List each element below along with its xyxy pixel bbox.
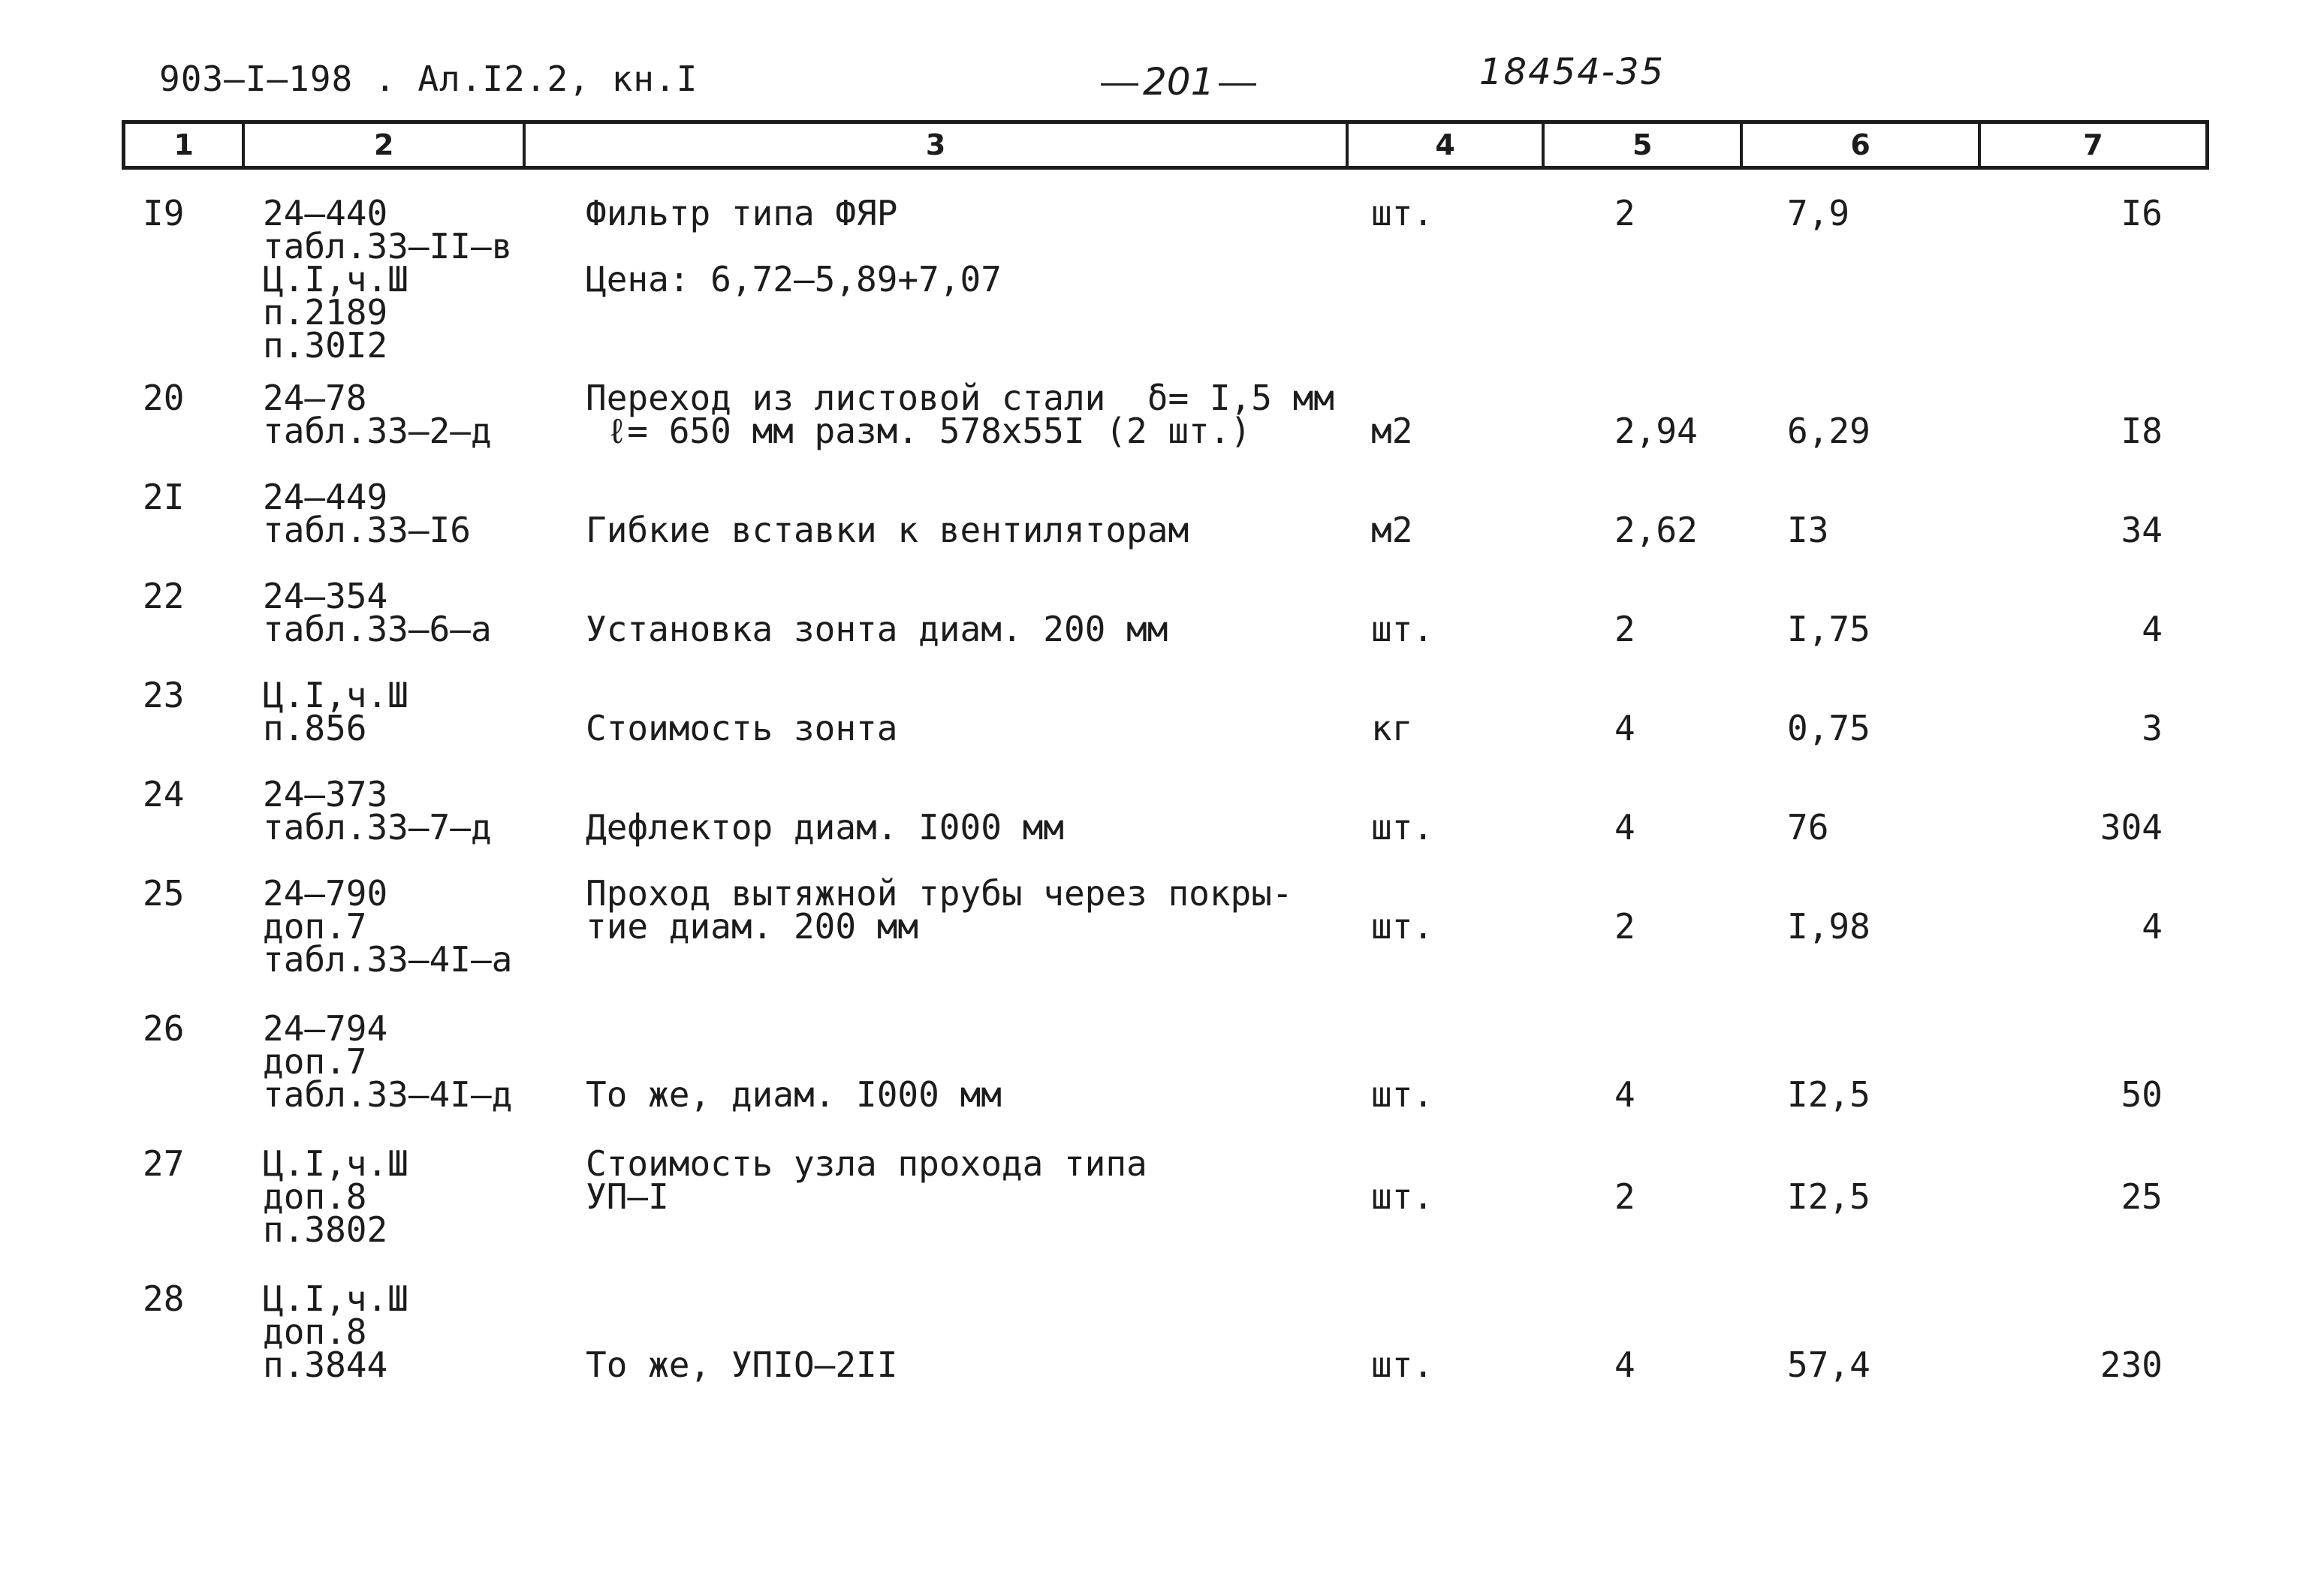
row-quantity: 2,62 [1614, 510, 1698, 550]
row-unit: кг [1371, 708, 1413, 748]
row-number: 23 [143, 675, 185, 715]
row-price: 57,4 [1787, 1345, 1870, 1385]
row-number: 22 [143, 576, 185, 616]
row-price: I,98 [1787, 906, 1870, 947]
row-price: 7,9 [1787, 193, 1850, 233]
document-reference: 903–I–198 . Ал.I2.2, кн.I [159, 59, 698, 99]
row-total: 4 [2142, 906, 2163, 947]
column-header-7: 7 [2083, 128, 2103, 161]
row-reference: 24–794 доп.7 табл.33–4I–д [263, 1008, 513, 1115]
row-unit: шт. [1371, 906, 1434, 947]
column-header-2: 2 [245, 124, 526, 166]
row-reference: 24–440 табл.33–II–в Ц.I,ч.Ш п.2189 п.30I2 [263, 193, 513, 366]
row-quantity: 2 [1614, 906, 1635, 947]
row-reference: 24–449 табл.33–I6 [263, 477, 471, 550]
row-number: I9 [143, 193, 185, 233]
row-number: 20 [143, 378, 185, 418]
row-description: Гибкие вставки к вентиляторам [586, 510, 1189, 550]
row-unit: шт. [1371, 609, 1434, 649]
row-number: 27 [143, 1143, 185, 1184]
column-header-5: 5 [1545, 124, 1743, 166]
row-price: I,75 [1787, 609, 1870, 649]
row-quantity: 2 [1614, 609, 1635, 649]
row-description: Проход вытяжной трубы через покры- тие диам. 200 мм [586, 873, 1293, 947]
row-quantity: 4 [1614, 1345, 1635, 1385]
row-price: I3 [1787, 510, 1829, 550]
row-reference: Ц.I,ч.Ш доп.8 п.3844 [263, 1278, 408, 1385]
column-header-6: 6 [1743, 124, 1981, 166]
row-number: 2I [143, 477, 185, 517]
row-unit: м2 [1371, 510, 1413, 550]
row-quantity: 2,94 [1614, 411, 1698, 451]
row-description: То же, диам. I000 мм [586, 1074, 1002, 1115]
row-number: 26 [143, 1008, 185, 1049]
row-total: 25 [2121, 1176, 2163, 1217]
row-unit: м2 [1371, 411, 1413, 451]
row-total: I8 [2121, 411, 2163, 451]
row-total: 304 [2100, 807, 2163, 848]
row-unit: шт. [1371, 1345, 1434, 1385]
page-number: 201 [1096, 60, 1261, 104]
row-unit: шт. [1371, 1074, 1434, 1115]
row-price: 6,29 [1787, 411, 1870, 451]
column-header-row [122, 120, 2209, 170]
row-price: I2,5 [1787, 1074, 1870, 1115]
row-quantity: 2 [1614, 193, 1635, 233]
row-quantity: 2 [1614, 1176, 1635, 1217]
row-reference: 24–78 табл.33–2–д [263, 378, 492, 451]
row-price: 76 [1787, 807, 1829, 848]
row-reference: 24–354 табл.33–6–а [263, 576, 492, 649]
row-description: Переход из листовой стали δ= I,5 мм ℓ= 650 мм разм. 578х55I (2 шт.) [586, 378, 1334, 451]
row-quantity: 4 [1614, 1074, 1635, 1115]
row-price: I2,5 [1787, 1176, 1870, 1217]
row-reference: Ц.I,ч.Ш доп.8 п.3802 [263, 1143, 408, 1250]
row-unit: шт. [1371, 1176, 1434, 1217]
column-header-3: 3 [526, 124, 1349, 166]
row-number: 25 [143, 873, 185, 914]
row-reference: 24–790 доп.7 табл.33–4I–а [263, 873, 513, 980]
row-reference: Ц.I,ч.Ш п.856 [263, 675, 408, 748]
column-header-4: 4 [1349, 124, 1545, 166]
row-price: 0,75 [1787, 708, 1870, 748]
row-description: Дефлектор диам. I000 мм [586, 807, 1064, 848]
row-description: Стоимость узла прохода типа УП–I [586, 1143, 1147, 1217]
row-description: Стоимость зонта [586, 708, 898, 748]
row-total: 34 [2121, 510, 2163, 550]
handwritten-code: 18454-35 [1479, 51, 1665, 93]
column-header-1: 1 [125, 124, 245, 166]
row-number: 24 [143, 774, 185, 815]
row-unit: шт. [1371, 193, 1434, 233]
row-total: 50 [2121, 1074, 2163, 1115]
row-unit: шт. [1371, 807, 1434, 848]
row-total: 3 [2142, 708, 2163, 748]
row-reference: 24–373 табл.33–7–д [263, 774, 492, 848]
row-description: То же, УПIО–2II [586, 1345, 898, 1385]
row-quantity: 4 [1614, 708, 1635, 748]
row-description: Установка зонта диам. 200 мм [586, 609, 1168, 649]
row-description: Фильтр типа ФЯР Цена: 6,72–5,89+7,07 [586, 193, 1002, 300]
row-quantity: 4 [1614, 807, 1635, 848]
row-number: 28 [143, 1278, 185, 1319]
row-total: I6 [2121, 193, 2163, 233]
row-total: 230 [2100, 1345, 2163, 1385]
row-total: 4 [2142, 609, 2163, 649]
